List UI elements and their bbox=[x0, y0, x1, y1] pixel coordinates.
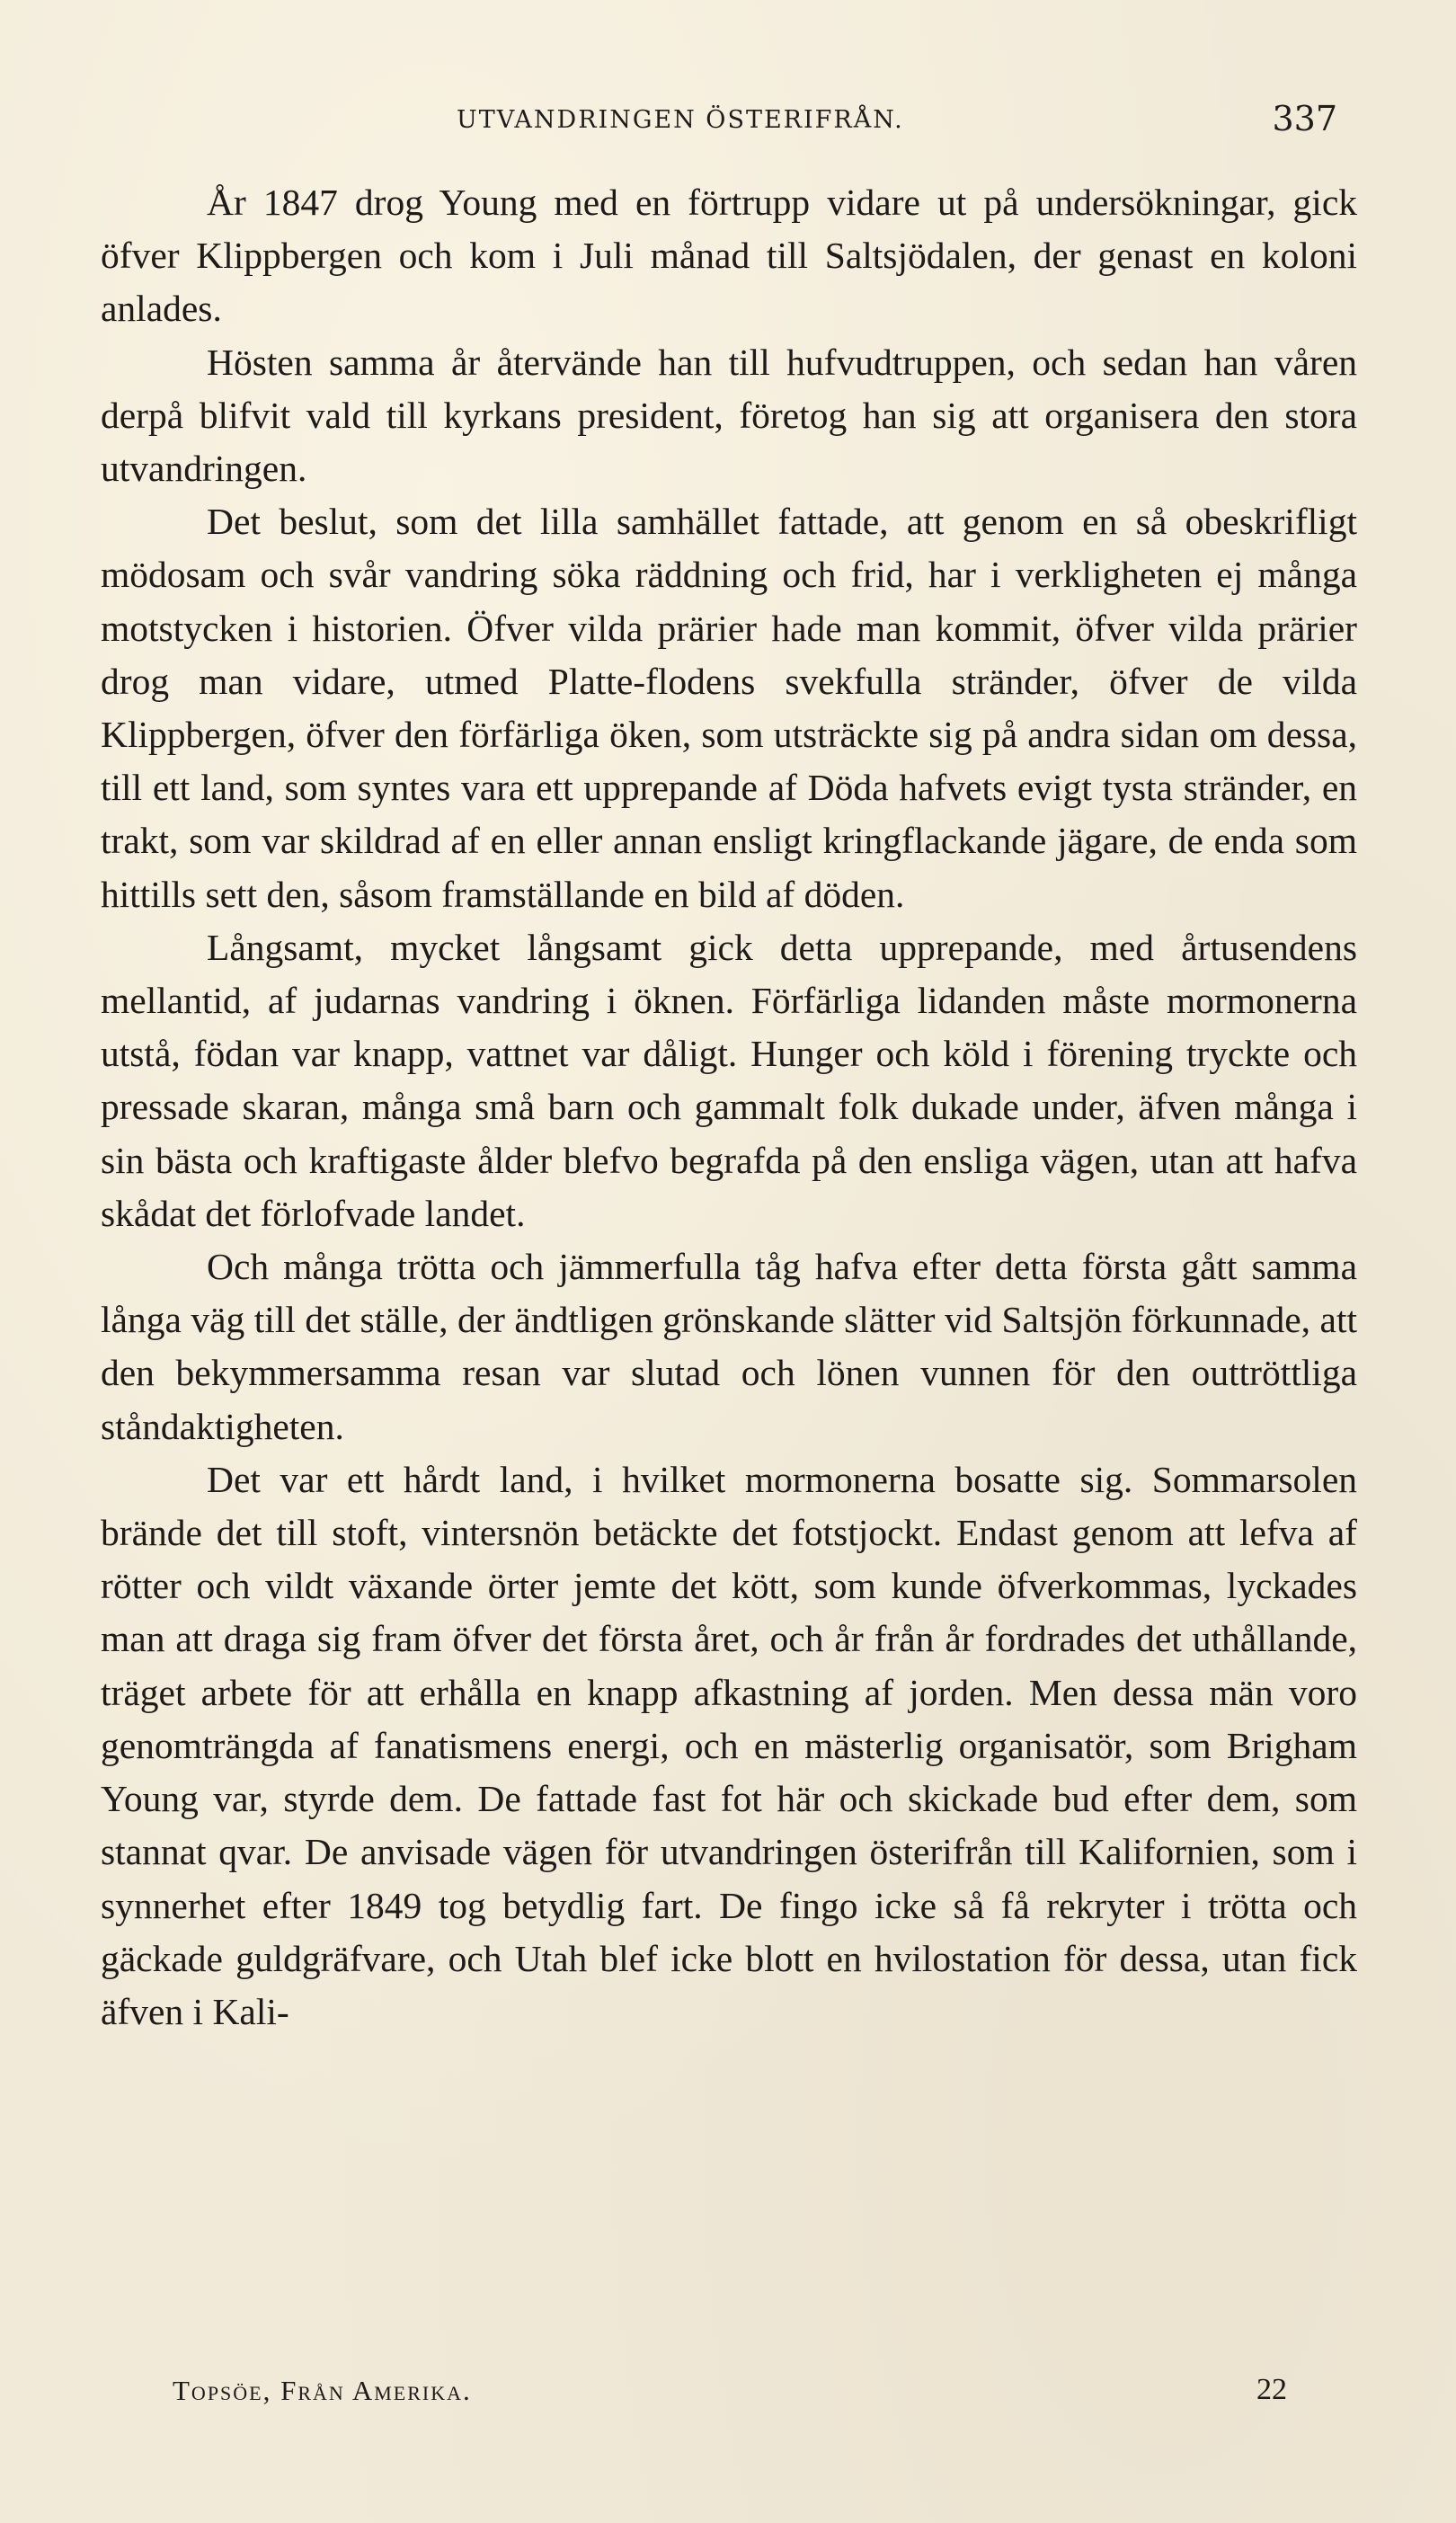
page-number: 337 bbox=[1272, 99, 1337, 138]
running-title: UTVANDRINGEN ÖSTERIFRÅN. bbox=[457, 106, 904, 134]
page-footer bbox=[173, 2375, 1287, 2414]
printer-signature: Topsöe, Från Amerika. bbox=[173, 2375, 472, 2406]
page-header bbox=[97, 99, 1337, 142]
paragraph-6: Det var ett hårdt land, i hvilket mormonerna bosatte sig. Sommarsolen brände det till stoft, vintersnön betäckte det fotstjockt. Endast genom att lefva af rötter och vildt växande örter jemte det kött, som kunde öfverkommas, lyckades man att draga sig fram öfver det första året, och år från år fordrades det uthållande, träget arbete för att erhålla en knapp afkastning af jorden. Men dessa män voro genomträngda af fanatismens energi, och en mästerlig organisatör, som Brigham Young var, styrde dem. De fattade fast fot här och skickade bud efter dem, som stannat qvar. De anvisade vägen för utvandringen österifrån till Kalifornien, som i synnerhet efter 1849 tog betydlig fart. De fingo icke så få rekryter i trötta och gäckade guldgräfvare, och Utah blef icke blott en hvilostation för dessa, utan fick äfven i Kali- bbox=[101, 1458, 1357, 2032]
paragraph-2: Hösten samma år återvände han till hufvudtruppen, och sedan han våren derpå blifvit vald till kyrkans president, företog han sig att organisera den stora utvandringen. bbox=[101, 341, 1357, 490]
paragraph-5: Och många trötta och jämmerfulla tåg hafva efter detta första gått samma långa väg till det ställe, der ändtligen grönskande slätter vid Saltsjön förkunnade, att den bekymmersamma resan var slutad och lönen vunnen för den outtröttliga ståndaktigheten. bbox=[101, 1246, 1357, 1447]
paragraph-3: Det beslut, som det lilla samhället fattade, att genom en så obeskrifligt mödosam och svår vandring söka räddning och frid, har i verkligheten ej många motstycken i historien. Öfver vilda prärier hade man kommit, öfver vilda prärier drog man vidare, utmed Platte-flodens svekfulla stränder, öfver de vilda Klippbergen, öfver den förfärliga öken, som utsträckte sig på andra sidan om dessa, till ett land, som syntes vara ett upprepande af Döda hafvets evigt tysta stränder, en trakt, som var skildrad af en eller annan ensligt kringflackande jägare, de enda som hittills sett den, såsom framställande en bild af döden. bbox=[101, 501, 1357, 915]
paragraph-1: År 1847 drog Young med en förtrupp vidare ut på undersökningar, gick öfver Klippbergen och kom i Juli månad till Saltsjödalen, der genast en koloni anlades. bbox=[101, 182, 1357, 330]
sheet-number: 22 bbox=[1256, 2373, 1287, 2406]
page-body bbox=[101, 176, 1357, 2039]
paragraph-4: Långsamt, mycket långsamt gick detta upprepande, med årtusendens mellantid, af judarnas vandring i öknen. Förfärliga lidanden måste mormonerna utstå, födan var knapp, vattnet var dåligt. Hunger och köld i förening tryckte och pressade skaran, många små barn och gammalt folk dukade under, äfven många i sin bästa och kraftigaste ålder blefvo begrafda på den ensliga vägen, utan att hafva skådat det förlofvade landet. bbox=[101, 926, 1357, 1234]
